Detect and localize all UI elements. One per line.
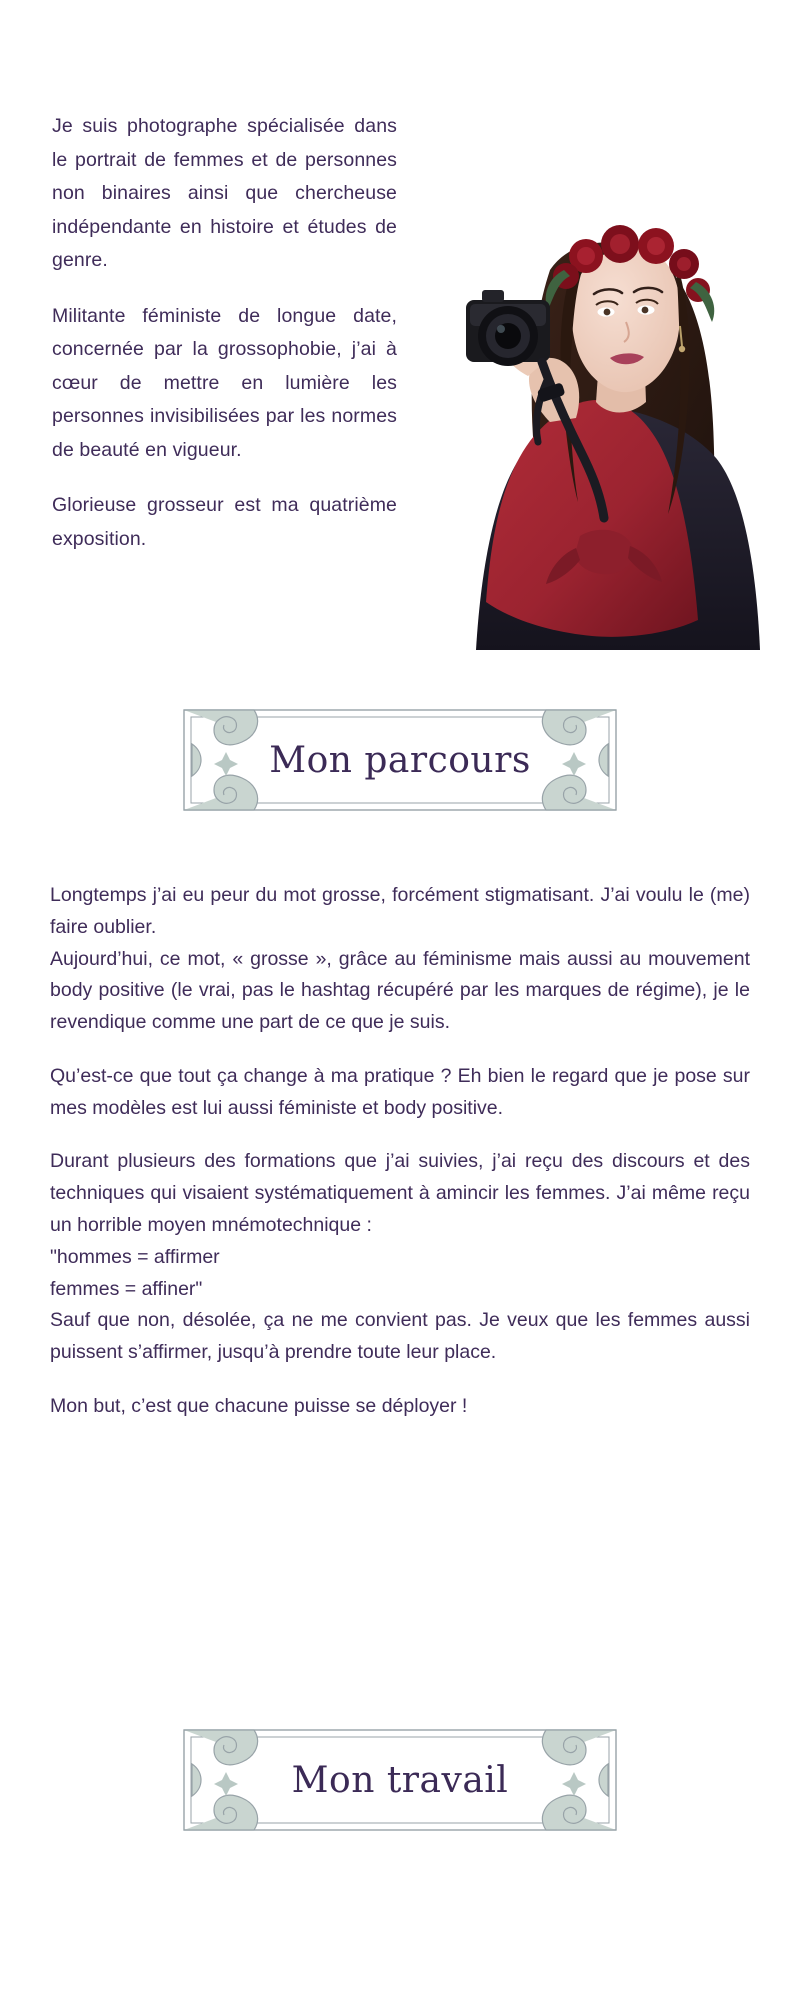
intro-text — [52, 110, 397, 556]
body-paragraph: Durant plusieurs des formations que j’ai suivies, j’ai reçu des discours et des techniques qui visaient systématiquement à amincir les femmes. J’ai même reçu un horrible moyen mnémotechnique : — [50, 1150, 750, 1237]
parcours-body-text — [50, 880, 750, 1423]
section-heading-parcours: Mon parcours — [269, 739, 531, 781]
intro-paragraph: Militante féministe de longue date, concernée par la grossophobie, j’ai à cœur de mettre en lumière les personnes invisibilisées par les normes de beauté en vigueur. — [52, 304, 397, 461]
section-heading-frame-parcours — [170, 700, 630, 820]
body-paragraph: Sauf que non, désolée, ça ne me convient pas. Je veux que les femmes aussi puissent s’affirmer, jusqu’à prendre toute leur place. — [50, 1309, 750, 1364]
section-heading-travail: Mon travail — [291, 1759, 509, 1801]
body-paragraph: Aujourd’hui, ce mot, « grosse », grâce au féminisme mais aussi au mouvement body positive (le vrai, pas le hashtag récupéré par les marques de régime), je le revendique comme une part de ce que je suis. — [50, 947, 750, 1034]
body-paragraph: "hommes = affirmer — [50, 1245, 220, 1268]
body-paragraph: Longtemps j’ai eu peur du mot grosse, forcément stigmatisant. J’ai voulu le (me) faire oublier. — [50, 884, 750, 938]
photographer-portrait-image — [430, 150, 800, 650]
body-paragraph: femmes = affiner" — [50, 1277, 203, 1300]
body-paragraph: Qu’est-ce que tout ça change à ma pratique ? Eh bien le regard que je pose sur mes modèles est lui aussi féministe et body positive. — [50, 1064, 750, 1119]
intro-paragraph: Glorieuse grosseur est ma quatrième exposition. — [52, 494, 397, 550]
intro-paragraph: Je suis photographe spécialisée dans le portrait de femmes et de personnes non binaires ainsi que chercheuse indépendante en histoire et études de genre. — [52, 115, 397, 272]
body-paragraph: Mon but, c’est que chacune puisse se déployer ! — [50, 1394, 468, 1417]
section-heading-frame-travail — [170, 1720, 630, 1840]
